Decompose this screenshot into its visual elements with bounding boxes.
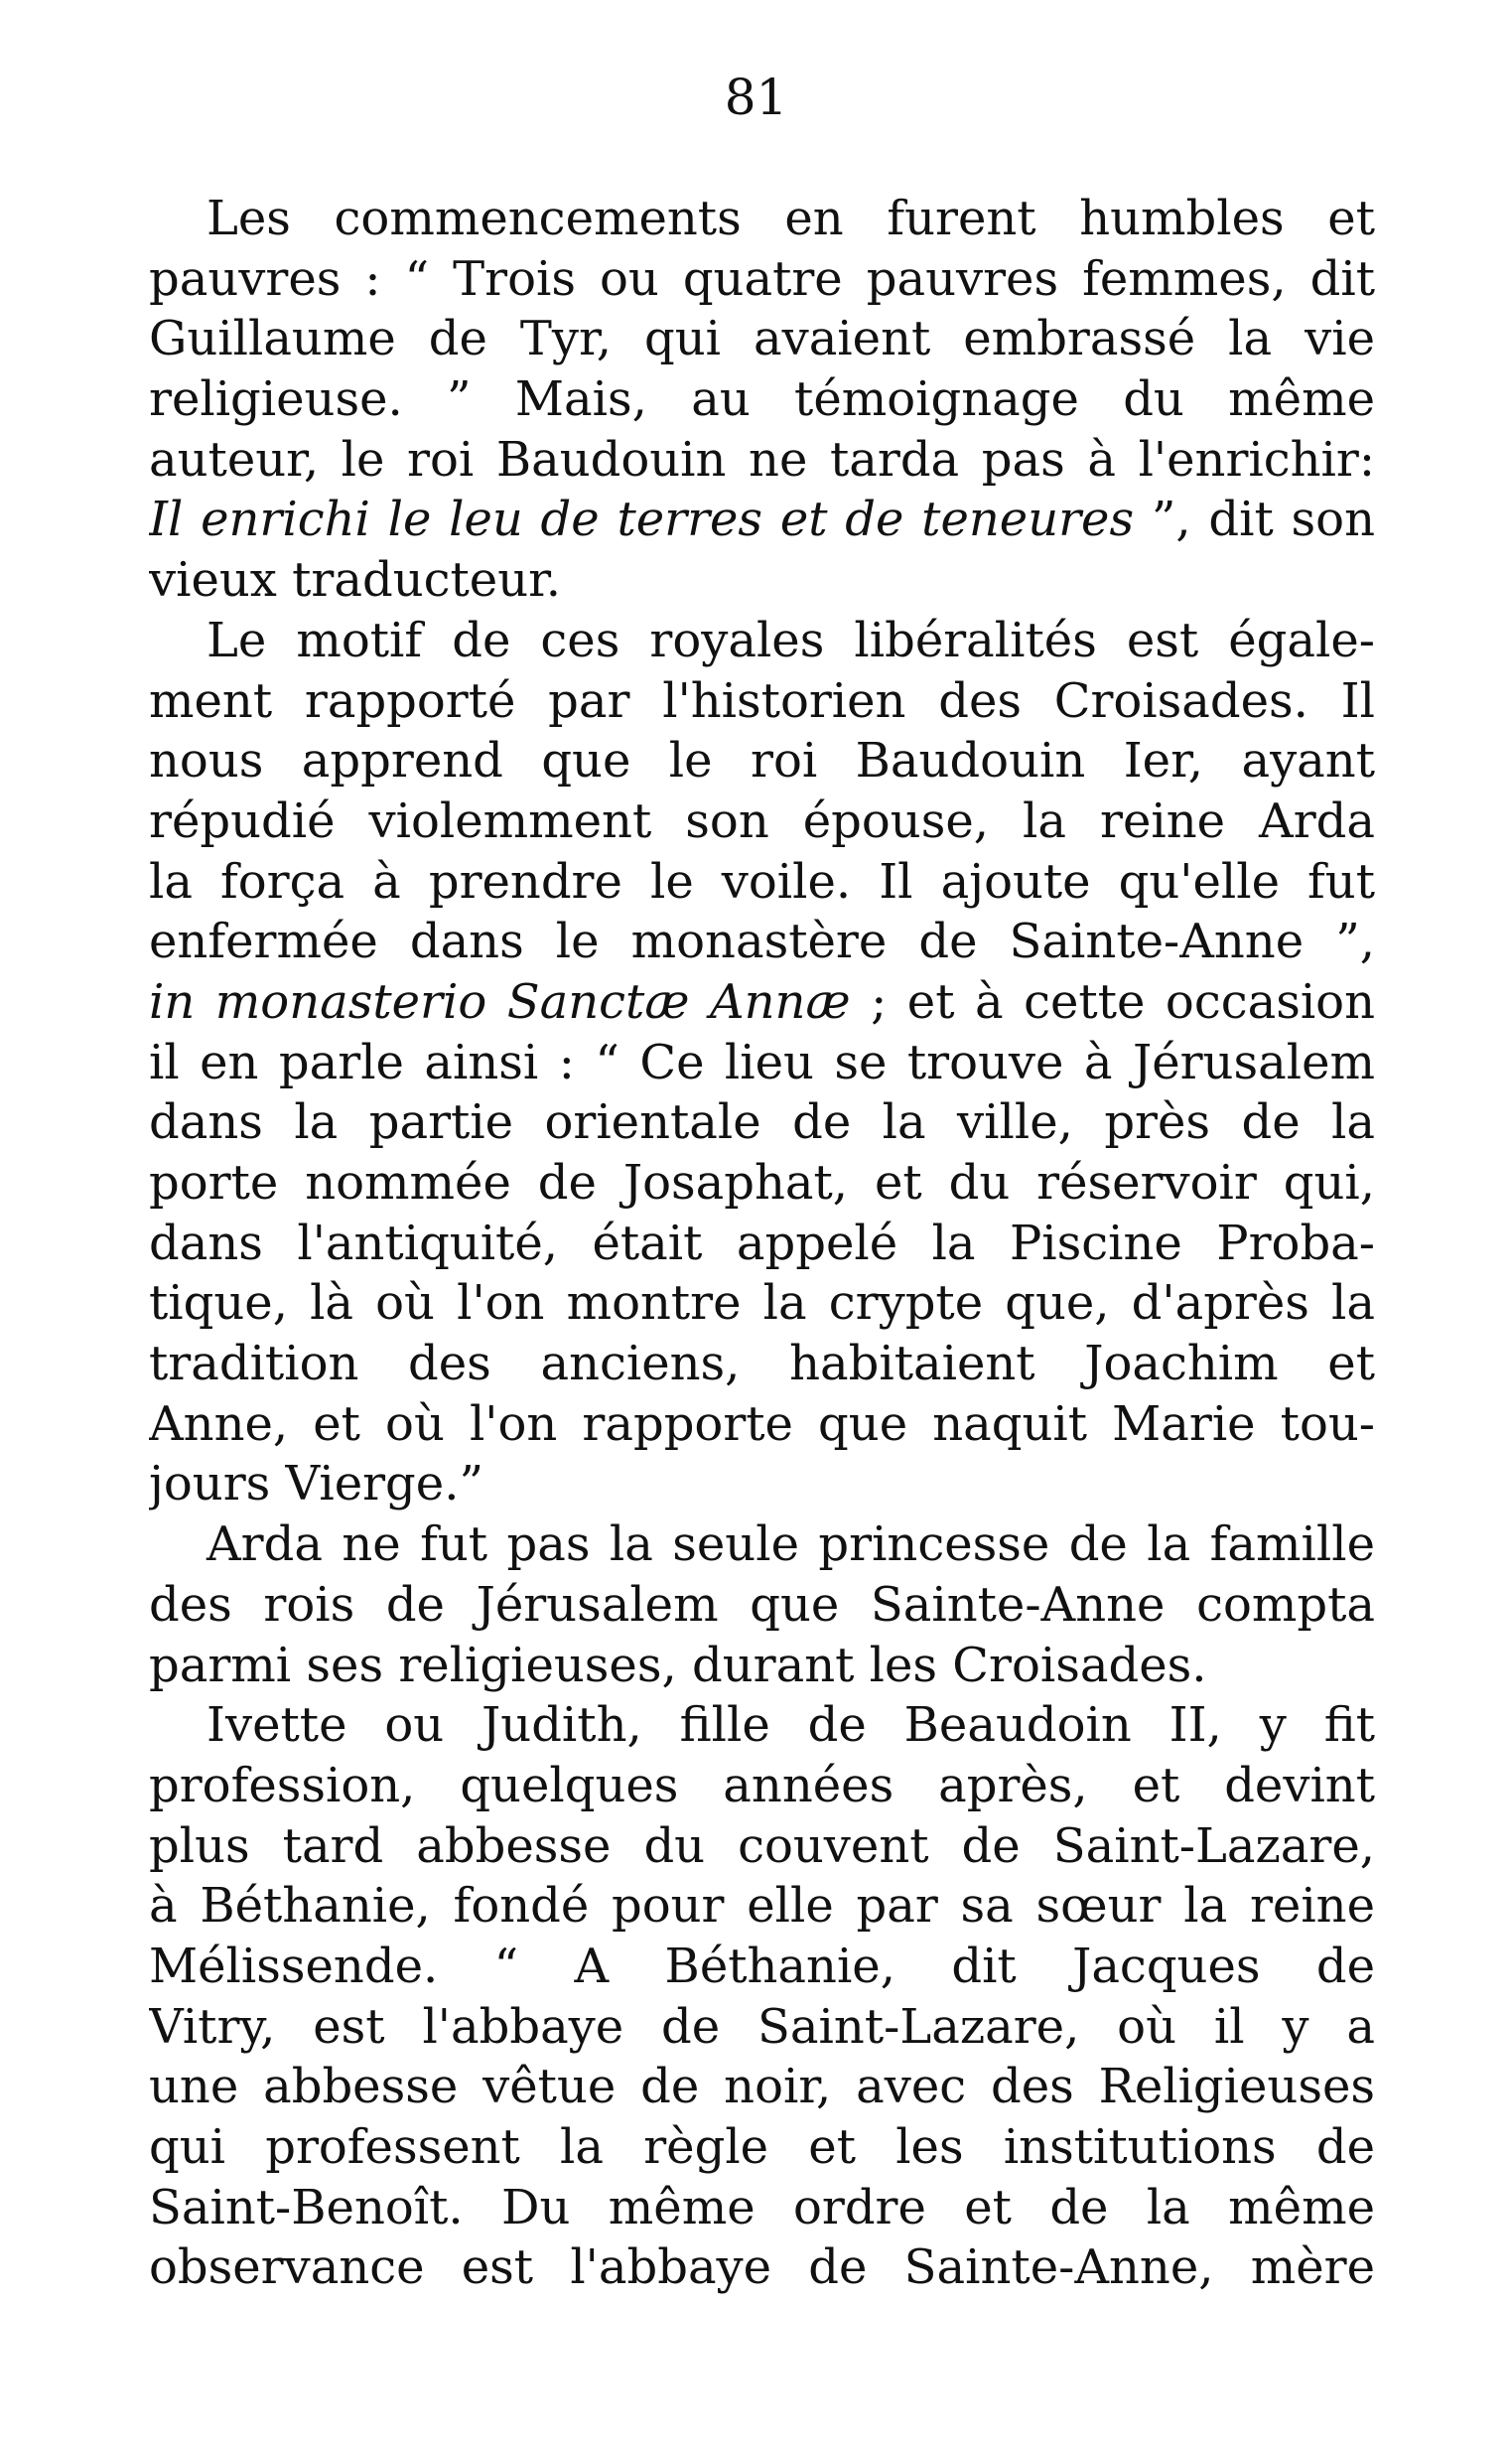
text-segment: vieux traducteur. xyxy=(149,552,562,609)
text-line xyxy=(149,1816,1375,1877)
text-line xyxy=(149,430,1375,491)
text-line xyxy=(149,309,1375,369)
text-line xyxy=(149,189,1375,249)
text-segment: il en parle ainsi : “ Ce lieu se trouve à Jérusalem xyxy=(149,1034,1375,1090)
text-line xyxy=(149,1997,1375,2058)
text-line xyxy=(149,1273,1375,1334)
text-segment: auteur, le roi Baudouin ne tarda pas à l'enrichir: xyxy=(149,431,1375,488)
text-segment: ”, dit son xyxy=(1134,492,1375,548)
text-segment: Guillaume de Tyr, qui avaient embrassé la vie xyxy=(149,311,1375,367)
text-segment: Ivette ou Judith, fille de Beaudoin II, y fit xyxy=(206,1697,1375,1754)
text-line xyxy=(149,2057,1375,2117)
text-line xyxy=(149,671,1375,732)
text-line xyxy=(149,1876,1375,1937)
text-segment: pauvres : “ Trois ou quatre pauvres femmes, dit xyxy=(149,250,1375,307)
text-line xyxy=(149,1695,1375,1756)
text-line xyxy=(149,1334,1375,1394)
text-line xyxy=(149,1033,1375,1093)
text-line xyxy=(149,611,1375,671)
text-line xyxy=(149,972,1375,1033)
text-segment: jours Vierge.” xyxy=(149,1456,483,1512)
text-segment: porte nommée de Josaphat, et du réservoir qui, xyxy=(149,1155,1375,1211)
text-line xyxy=(149,369,1375,430)
text-segment: tradition des anciens, habitaient Joachim et xyxy=(149,1336,1375,1392)
text-segment: observance est l'abbaye de Sainte-Anne, mère xyxy=(149,2239,1375,2296)
text-segment: la força à prendre le voile. Il ajoute qu'elle fut xyxy=(149,853,1375,910)
text-segment: parmi ses religieuses, durant les Croisades. xyxy=(149,1637,1207,1693)
text-segment: profession, quelques années après, et devint xyxy=(149,1757,1375,1813)
text-segment: dans l'antiquité, était appelé la Piscine Proba- xyxy=(149,1215,1375,1271)
text-segment: qui professent la règle et les institutions de xyxy=(149,2119,1375,2175)
text-segment: religieuse. ” Mais, au témoignage du même xyxy=(149,371,1375,428)
text-line xyxy=(149,1756,1375,1816)
text-line xyxy=(149,791,1375,852)
text-line xyxy=(149,1514,1375,1575)
text-segment: à Béthanie, fondé pour elle par sa sœur la reine xyxy=(149,1878,1375,1935)
text-line xyxy=(149,912,1375,972)
text-segment: Les commencements en furent humbles et xyxy=(206,191,1375,246)
body-text xyxy=(149,189,1375,2298)
text-line xyxy=(149,490,1375,550)
text-segment: ; et à cette occasion xyxy=(850,973,1375,1030)
text-segment: des rois de Jérusalem que Sainte-Anne compta xyxy=(149,1576,1375,1633)
italic-text: in monasterio Sanctæ Annæ xyxy=(149,973,851,1030)
text-segment: nous apprend que le roi Baudouin Ier, ayant xyxy=(149,733,1375,790)
text-segment: dans la partie orientale de la ville, près de la xyxy=(149,1094,1375,1151)
text-segment: plus tard abbesse du couvent de Saint-Lazare, xyxy=(149,1817,1375,1874)
text-segment: Saint-Benoît. Du même ordre et de la même xyxy=(149,2179,1375,2235)
text-line xyxy=(149,1575,1375,1636)
text-line xyxy=(149,2237,1375,2298)
text-segment: Arda ne fut pas la seule princesse de la famille xyxy=(206,1516,1375,1573)
text-line xyxy=(149,1454,1375,1514)
text-line xyxy=(149,2117,1375,2178)
text-segment: une abbesse vêtue de noir, avec des Religieuses xyxy=(149,2059,1375,2115)
italic-text: Il enrichi le leu de terres et de teneures xyxy=(149,492,1135,548)
text-line xyxy=(149,550,1375,611)
text-line xyxy=(149,1937,1375,1997)
text-segment: Anne, et où l'on rapporte que naquit Marie tou- xyxy=(149,1395,1375,1452)
text-line xyxy=(149,1092,1375,1153)
text-segment: ment rapporté par l'historien des Croisades. Il xyxy=(149,672,1375,729)
text-line xyxy=(149,731,1375,791)
text-segment: tique, là où l'on montre la crypte que, d'après la xyxy=(149,1275,1375,1332)
text-line xyxy=(149,1394,1375,1455)
page-number: 81 xyxy=(724,69,788,126)
text-line xyxy=(149,852,1375,913)
text-segment: Mélissende. “ A Béthanie, dit Jacques de xyxy=(149,1938,1375,1994)
text-segment: Le motif de ces royales libéralités est égale- xyxy=(206,612,1375,668)
text-line xyxy=(149,2178,1375,2238)
text-segment: répudié violemment son épouse, la reine Arda xyxy=(149,792,1375,849)
text-line xyxy=(149,1214,1375,1274)
text-line xyxy=(149,249,1375,310)
text-segment: Vitry, est l'abbaye de Saint-Lazare, où il y a xyxy=(149,1998,1375,2055)
text-line xyxy=(149,1636,1375,1696)
text-segment: enfermée dans le monastère de Sainte-Anne ”, xyxy=(149,914,1375,970)
text-line xyxy=(149,1153,1375,1214)
